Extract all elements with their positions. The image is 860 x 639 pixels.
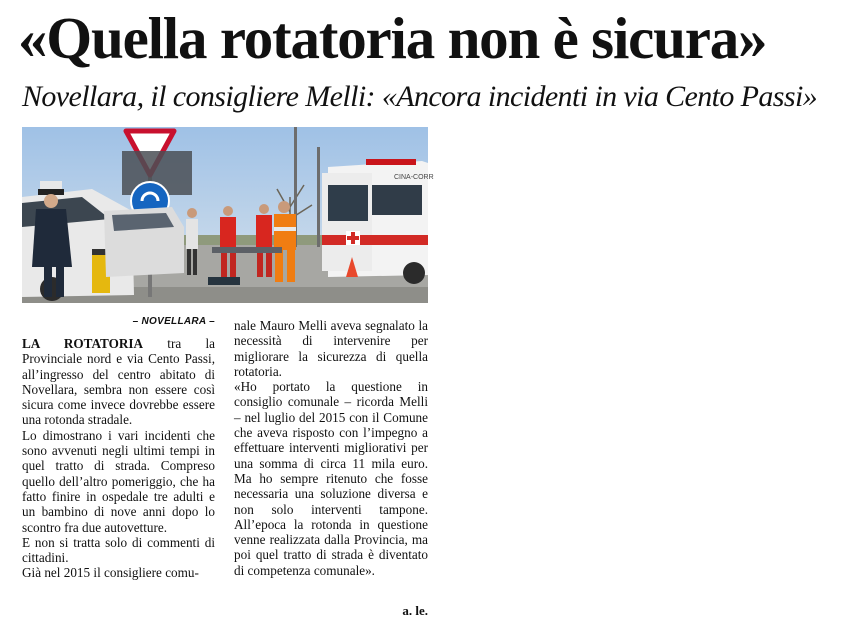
byline: a. le. [402,603,428,618]
paragraph: E non si tratta solo di commenti di cittadini. [22,534,215,566]
ambulance-lettering: CINA-CORR [394,174,434,181]
article-photo [22,127,434,303]
article-column-2 [234,318,428,578]
paragraph: Lo dimostrano i vari incidenti che sono avvenuti negli ultimi tempi in quel tratto di strada. Compreso quello dell’altro pomeriggio, che ha fatto finire in ospedale tre adulti e un bambino di nove anni dopo lo scontro fra due autovetture. [22,427,215,535]
paragraph: nale Mauro Melli aveva segnalato la necessità di intervenire per migliorare la sicurezza di quella rotatoria. [234,318,428,379]
photo-caption: – NOVELLARA – [132,316,215,327]
paragraph-lead [22,336,215,428]
article-column-1 [22,336,215,581]
headline: «Quella rotatoria non è sicura» [18,5,767,71]
subheadline: Novellara, il consigliere Melli: «Ancora incidenti in via Cento Passi» [22,80,818,113]
paragraph: Già nel 2015 il consigliere comu- [22,565,199,581]
lead-word: LA ROTATORIA [22,336,144,351]
paragraph: «Ho portato la questione in consiglio comunale – ricorda Melli – nel luglio del 2015 con il Comune che aveva risposto con l’impegno a effettuare interventi migliorativi per una somma di circa 11 mila euro. Ma ho sempre ritenuto che fosse necessaria una soluzione diversa e non solo interventi tampone. All’epoca la rotonda in questione venne realizzata dalla Provincia, ma poi quel tratto di strada è diventato di competenza comunale». [234,379,428,578]
lead-text: tra la Provinciale nord e via Cento Passi, all’ingresso del centro abitato di Novellara, sembra non essere così sicura come invece dovrebbe essere una rotonda stradale. [22,336,215,428]
